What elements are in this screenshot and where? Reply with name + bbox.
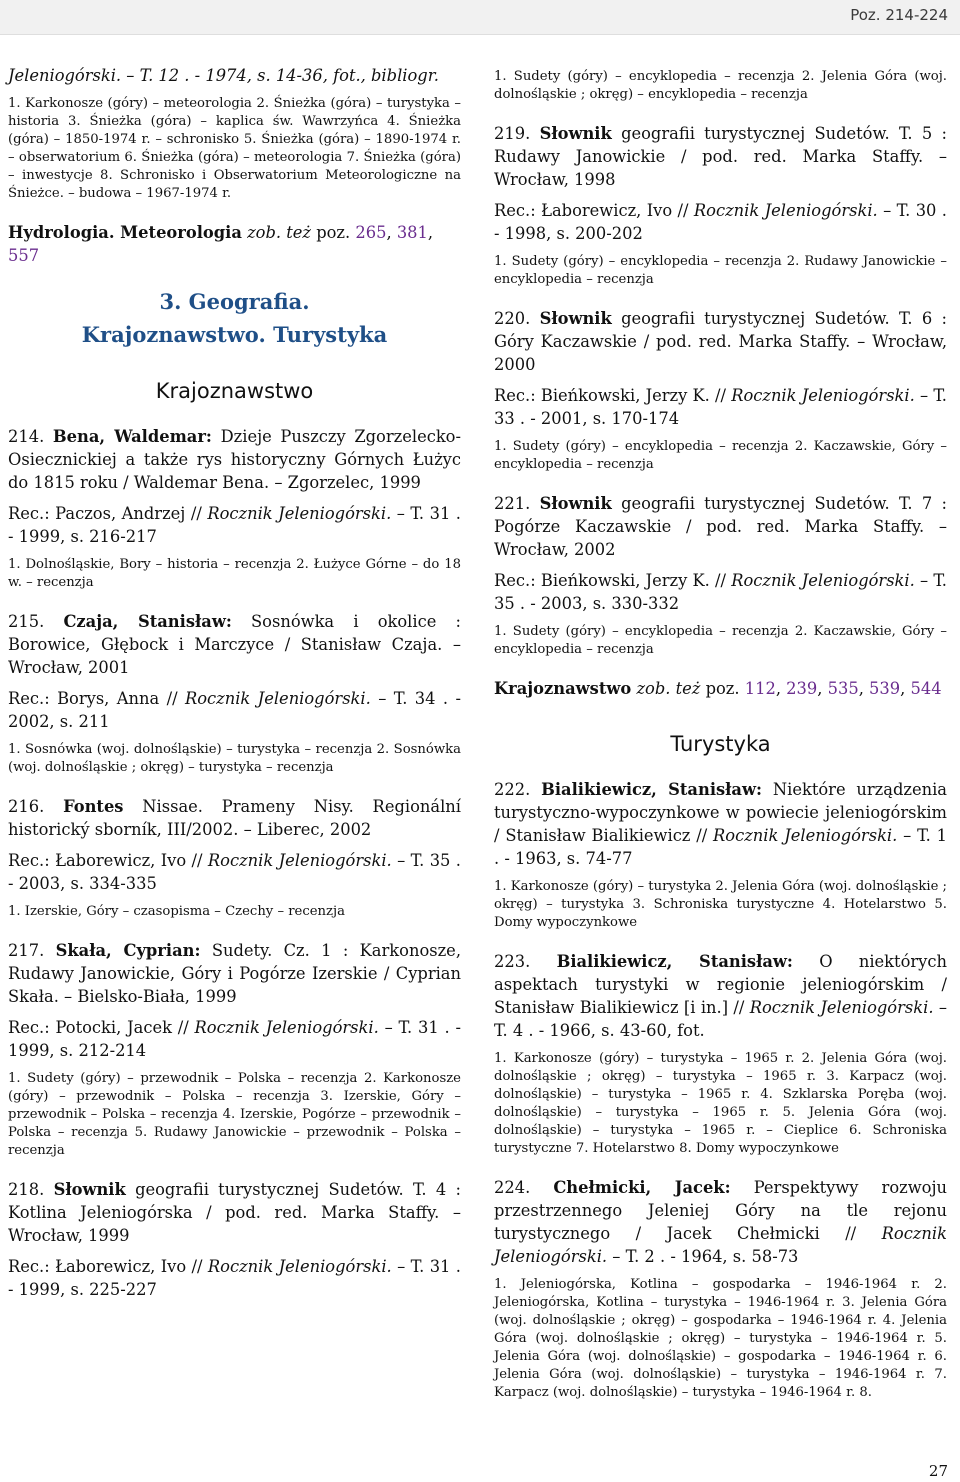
krajoznawstwo-crossref: Krajoznawstwo zob. też poz. 112, 239, 535, 539, 544 [494,679,942,698]
left-column [8,64,461,1319]
right-column [494,64,947,1420]
top-bar [0,0,960,35]
entry-218-continued: 1. Sudety (góry) – encyklopedia – recenzja 2. Jelenia Góra (woj. dolnośląskie ; okręg) – encyklopedia – recenzja [494,69,947,102]
ref-link[interactable]: 539 [869,679,901,698]
entry-216: 216. Fontes Nissae. Prameny Nisy. Regionální historický sborník, III/2002. – Liberec, 2002 Rec.: Łaborewicz, Ivo // Rocznik Jeleniogórski. – T. 35 . - 2003, s. 334-335 1. Izerskie, Góry – czasopisma – Czechy – recenzja [8,797,461,919]
section-heading-turystyka: Turystyka [670,732,771,756]
entry-215: 215. Czaja, Stanisław: Sosnówka i okolice : Borowice, Głębock i Marczyce / Stanisław Czaja. – Wrocław, 2001 Rec.: Borys, Anna // Rocznik Jeleniogórski. – T. 34 . - 2002, s. 211 1. Sosnówka (woj. dolnośląskie) – turystyka – recenzja 2. Sosnówka (woj. dolnośląskie ; okręg) – turystyka – recenzja [8,612,461,775]
ref-link[interactable]: 112 [744,679,776,698]
intro-subjects: 1. Karkonosze (góry) – meteorologia 2. Śnieżka (góra) – turystyka – historia 3. Śnieżka (góra) – kaplica św. Wawrzyńca 4. Śnieżka (góra) – 1850-1974 r. – schronisko 5. Śnieżka (góra) – 1890-1974 r. – obserwatorium 6. Śnieżka (góra) – meteorologia 7. Śnieżka (góra) – inwestycje 8. Schronisko i Obserwatorium Meteorologiczne na Śnieżce. – budowa – 1967-1974 r. [8,96,461,201]
entry-224: 224. Chełmicki, Jacek: Perspektywy rozwoju przestrzennego Jeleniej Góry na tle rejonu turystycznego / Jacek Chełmicki // Rocznik Jeleniogórski. – T. 2 . - 1964, s. 58-73 1. Jeleniogórska, Kotlina – gospodarka – 1946-1964 r. 2. Jeleniogórska, Kotlina – turystyka – 1946-1964 r. 3. Jelenia Góra (woj. dolnośląskie ; okręg) – gospodarka – 1946-1964 r. 4. Jelenia Góra (woj. dolnośląskie ; okręg) – turystyka – 1946-1964 r. 5. Jelenia Góra (woj. dolnośląskie) – gospodarka – 1946-1964 r. 6. Jelenia Góra (woj. dolnośląskie) – turystyka – 1946-1964 r. 7. Karpacz (woj. dolnośląskie) – turystyka – 1946-1964 r. 8. [494,1178,947,1400]
entry-221: 221. Słownik geografii turystycznej Sudetów. T. 7 : Pogórze Kaczawskie / pod. red. Marka Staffy. – Wrocław, 2002 Rec.: Bieńkowski, Jerzy K. // Rocznik Jeleniogórski. – T. 35 . - 2003, s. 330-332 1. Sudety (góry) – encyklopedia – recenzja 2. Kaczawskie, Góry – encyklopedia – recenzja [494,494,947,657]
ref-link[interactable]: 265 [355,223,387,242]
hydrology-crossref: Hydrologia. Meteorologia zob. też poz. 265, 381, 557 [8,223,434,265]
intro-entry [8,64,461,203]
entry-220: 220. Słownik geografii turystycznej Sudetów. T. 6 : Góry Kaczawskie / pod. red. Marka Staffy. – Wrocław, 2000 Rec.: Bieńkowski, Jerzy K. // Rocznik Jeleniogórski. – T. 33 . - 2001, s. 170-174 1. Sudety (góry) – encyklopedia – recenzja 2. Kaczawskie, Góry – encyklopedia – recenzja [494,309,947,472]
entry-222: 222. Bialikiewicz, Stanisław: Niektóre urządzenia turystyczno-wypoczynkowe w powiecie jeleniogórskim / Stanisław Bialikiewicz // Rocznik Jeleniogórski. – T. 1 . - 1963, s. 74-77 1. Karkonosze (góry) – turystyka 2. Jelenia Góra (woj. dolnośląskie ; okręg) – turystyka 3. Schroniska turystyczne 4. Hotelarstwo 5. Domy wypoczynkowe [494,780,948,930]
ref-link[interactable]: 544 [910,679,942,698]
entry-218: 218. Słownik geografii turystycznej Sudetów. T. 4 : Kotlina Jeleniogórska / pod. red. Marka Staffy. – Wrocław, 1999 Rec.: Łaborewicz, Ivo // Rocznik Jeleniogórski. – T. 31 . - 1999, s. 225-227 [8,1180,461,1299]
intro-main: Jeleniogórski. – T. 12 . - 1974, s. 14-36, fot., bibliogr. [8,66,439,85]
chapter-heading: 3. Geografia. Krajoznawstwo. Turystyka [81,289,388,347]
page-number: 27 [928,1462,948,1480]
entry-223: 223. Bialikiewicz, Stanisław: O niektórych aspektach turystyki w regionie jeleniogórskim / Stanisław Bialikiewicz [i in.] // Rocznik Jeleniogórski. – T. 4 . - 1966, s. 43-60, fot. 1. Karkonosze (góry) – turystyka – 1965 r. 2. Jelenia Góra (woj. dolnośląskie ; okręg) – turystyka – 1965 r. 3. Karpacz (woj. dolnośląskie) – turystyka – 1965 r. 4. Szklarska Poręba (woj. dolnośląskie) – turystyka – 1965 r. 5. Jelenia Góra (woj. dolnośląskie) – turystyka – 1965 r. – Cieplice 6. Schroniska turystyczne 7. Hotelarstwo 8. Domy wypoczynkowe [494,952,947,1156]
entry-214: 214. Bena, Waldemar: Dzieje Puszczy Zgorzelecko-Osiecznickiej a także rys historyczny Górnych Łużyc do 1815 roku / Waldemar Bena. – Zgorzelec, 1999 Rec.: Paczos, Andrzej // Rocznik Jeleniogórski. – T. 31 . - 1999, s. 216-217 1. Dolnośląskie, Bory – historia – recenzja 2. Łużyce Górne – do 18 w. – recenzja [8,427,461,590]
ref-link[interactable]: 381 [396,223,428,242]
page-range: Poz. 214-224 [850,6,948,24]
ref-link[interactable]: 535 [827,679,859,698]
ref-link[interactable]: 239 [786,679,818,698]
entry-217: 217. Skała, Cyprian: Sudety. Cz. 1 : Karkonosze, Rudawy Janowickie, Góry i Pogórze Izerskie / Cyprian Skała. – Bielsko-Biała, 1999 Rec.: Potocki, Jacek // Rocznik Jeleniogórski. – T. 31 . - 1999, s. 212-214 1. Sudety (góry) – przewodnik – Polska – recenzja 2. Karkonosze (góry) – przewodnik – Polska – recenzja 3. Izerskie, Góry – przewodnik – Polska – recenzja 4. Izerskie, Pogórze – przewodnik – Polska – recenzja 5. Rudawy Janowickie – przewodnik – Polska – recenzja [8,941,461,1158]
entry-219: 219. Słownik geografii turystycznej Sudetów. T. 5 : Rudawy Janowickie / pod. red. Marka Staffy. – Wrocław, 1998 Rec.: Łaborewicz, Ivo // Rocznik Jeleniogórski. – T. 30 . - 1998, s. 200-202 1. Sudety (góry) – encyklopedia – recenzja 2. Rudawy Janowickie – encyklopedia – recenzja [494,124,947,287]
section-heading: Krajoznawstwo [155,379,314,403]
ref-link[interactable]: 557 [8,246,40,265]
